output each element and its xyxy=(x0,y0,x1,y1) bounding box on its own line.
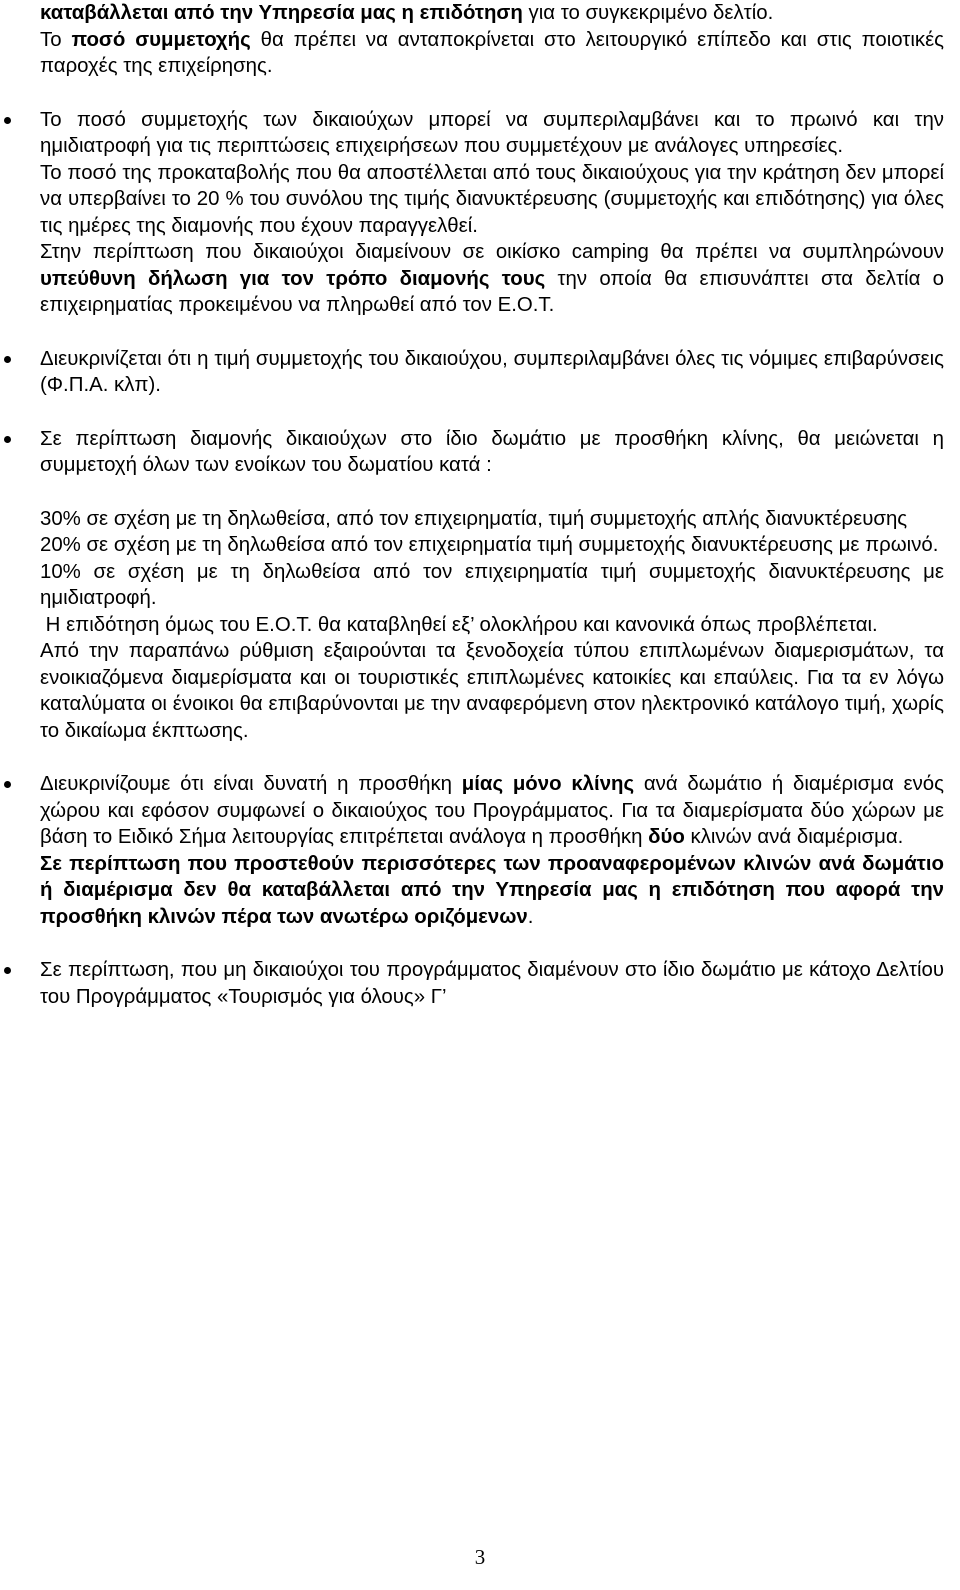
one-bed-bold-text: μίας μόνο κλίνης xyxy=(461,773,635,795)
bullet-item-vat xyxy=(40,346,944,399)
bullet-icon xyxy=(4,117,11,124)
document-page xyxy=(40,0,944,1010)
intro-bold-text: καταβάλλεται από την Υπηρεσία μας η επιδότηση xyxy=(40,2,523,24)
bullet-icon xyxy=(4,436,11,443)
paragraph: 20% σε σχέση με τη δηλωθείσα από τον επιχειρηματία τιμή συμμετοχής διανυκτέρευσης με πρωινό. xyxy=(40,534,939,556)
paragraph: Σε περίπτωση, που μη δικαιούχοι του προγράμματος διαμένουν στο ίδιο δωμάτιο με κάτοχο Δελτίου του Προγράμματος «Τουρισμός για όλους» Γ’ xyxy=(40,959,944,1008)
paragraph: Διευκρινίζεται ότι η τιμή συμμετοχής του δικαιούχου, συμπεριλαμβάνει όλες τις νόμιμες επιβαρύνσεις (Φ.Π.Α. κλπ). xyxy=(40,347,944,396)
participation-amount-bold: ποσό συμμετοχής xyxy=(71,28,251,51)
paragraph: Διευκρινίζουμε ότι είναι δυνατή η προσθήκη μίας μόνο κλίνης ανά δωμάτιο ή διαμέρισμα ενός χώρου και εφόσον συμφωνεί ο δικαιούχος του Προγράμματος. Για τα διαμερίσματα δύο χώρων με βάση το Ειδικό Σήμα λειτουργίας επιτρέπεται ανάλογα η προσθήκη δύο κλινών ανά διαμέρισμα. xyxy=(40,773,944,848)
bullet-item-one-bed xyxy=(40,771,944,930)
two-bold-text: δύο xyxy=(648,826,685,848)
paragraph: 10% σε σχέση με τη δηλωθείσα από τον επιχειρηματία τιμή συμμετοχής διανυκτέρευσης με ημιδιατροφή. xyxy=(40,560,944,609)
bullet-icon xyxy=(4,967,11,974)
paragraph: Το ποσό της προκαταβολής που θα αποστέλλεται από τους δικαιούχους για την κράτηση δεν μπορεί να υπερβαίνει το 20 % του συνόλου της τιμής διανυκτέρευσης (συμμετοχής και επιδότησης) για όλες τις ημέρες της διαμονής που έχουν παραγγελθεί. xyxy=(40,161,944,237)
paragraph: 30% σε σχέση με τη δηλωθείσα, από τον επιχειρηματία, τιμή συμμετοχής απλής διανυκτέρευσης xyxy=(40,507,908,530)
bullet-item-extra-bed xyxy=(40,426,944,745)
intro-line-2: Το ποσό συμμετοχής θα πρέπει να ανταποκρίνεται στο λειτουργικό επίπεδο και στις ποιοτικές παροχές της επιχείρησης. xyxy=(40,28,944,77)
bullet-icon xyxy=(4,781,11,788)
paragraph: Η επιδότηση όμως του Ε.Ο.Τ. θα καταβληθεί εξ’ ολοκλήρου και κανονικά όπως προβλέπεται. xyxy=(40,613,878,636)
paragraph: Από την παραπάνω ρύθμιση εξαιρούνται τα ξενοδοχεία τύπου επιπλωμένων διαμερισμάτων, τα ενοικιαζόμενα διαμερίσματα και οι τουριστικές επιπλωμένες κατοικίες και επαύλεις. Για τα εν λόγω καταλύματα οι ένοικοι θα επιβαρύνονται με την αναφερόμενη στον ηλεκτρονικό κατάλογο τιμή, χωρίς το δικαίωμα έκπτωσης. xyxy=(40,640,944,742)
extra-beds-bold-text: Σε περίπτωση που προστεθούν περισσότερες των προαναφερομένων κλινών ανά δωμάτιο ή διαμέρισμα δεν θα καταβάλλεται από την Υπηρεσία μας η επιδότηση που αφορά την προσθήκη κλινών πέρα των ανωτέρω οριζόμενων xyxy=(40,852,944,928)
paragraph: Σε περίπτωση διαμονής δικαιούχων στο ίδιο δωμάτιο με προσθήκη κλίνης, θα μειώνεται η συμμετοχή όλων των ενοίκων του δωματίου κατά : xyxy=(40,427,944,476)
bullet-icon xyxy=(4,356,11,363)
intro-line-1: καταβάλλεται από την Υπηρεσία μας η επιδότηση για το συγκεκριμένο δελτίο. xyxy=(40,2,774,24)
paragraph: Το ποσό συμμετοχής των δικαιούχων μπορεί να συμπεριλαμβάνει και το πρωινό και την ημιδιατροφή για τις περιπτώσεις επιχειρήσεων που συμμετέχουν με ανάλογες υπηρεσίες. xyxy=(40,108,944,157)
paragraph: Στην περίπτωση που δικαιούχοι διαμείνουν σε οικίσκο camping θα πρέπει να συμπληρώνουν υπεύθυνη δήλωση για τον τρόπο διαμονής τους την οποία θα επισυνάπτει στα δελτία ο επιχειρηματίας προκειμένου να πληρωθεί από τον Ε.Ο.Τ. xyxy=(40,241,944,316)
bullet-item-non-beneficiaries xyxy=(40,957,944,1010)
page-number: 3 xyxy=(474,1545,486,1569)
declaration-bold-text: υπεύθυνη δήλωση για τον τρόπο διαμονής τους xyxy=(40,267,546,290)
paragraph: Σε περίπτωση που προστεθούν περισσότερες των προαναφερομένων κλινών ανά δωμάτιο ή διαμέρισμα δεν θα καταβάλλεται από την Υπηρεσία μας η επιδότηση που αφορά την προσθήκη κλινών πέρα των ανωτέρω οριζόμενων. xyxy=(40,852,944,928)
bullet-item-participation xyxy=(40,107,944,319)
